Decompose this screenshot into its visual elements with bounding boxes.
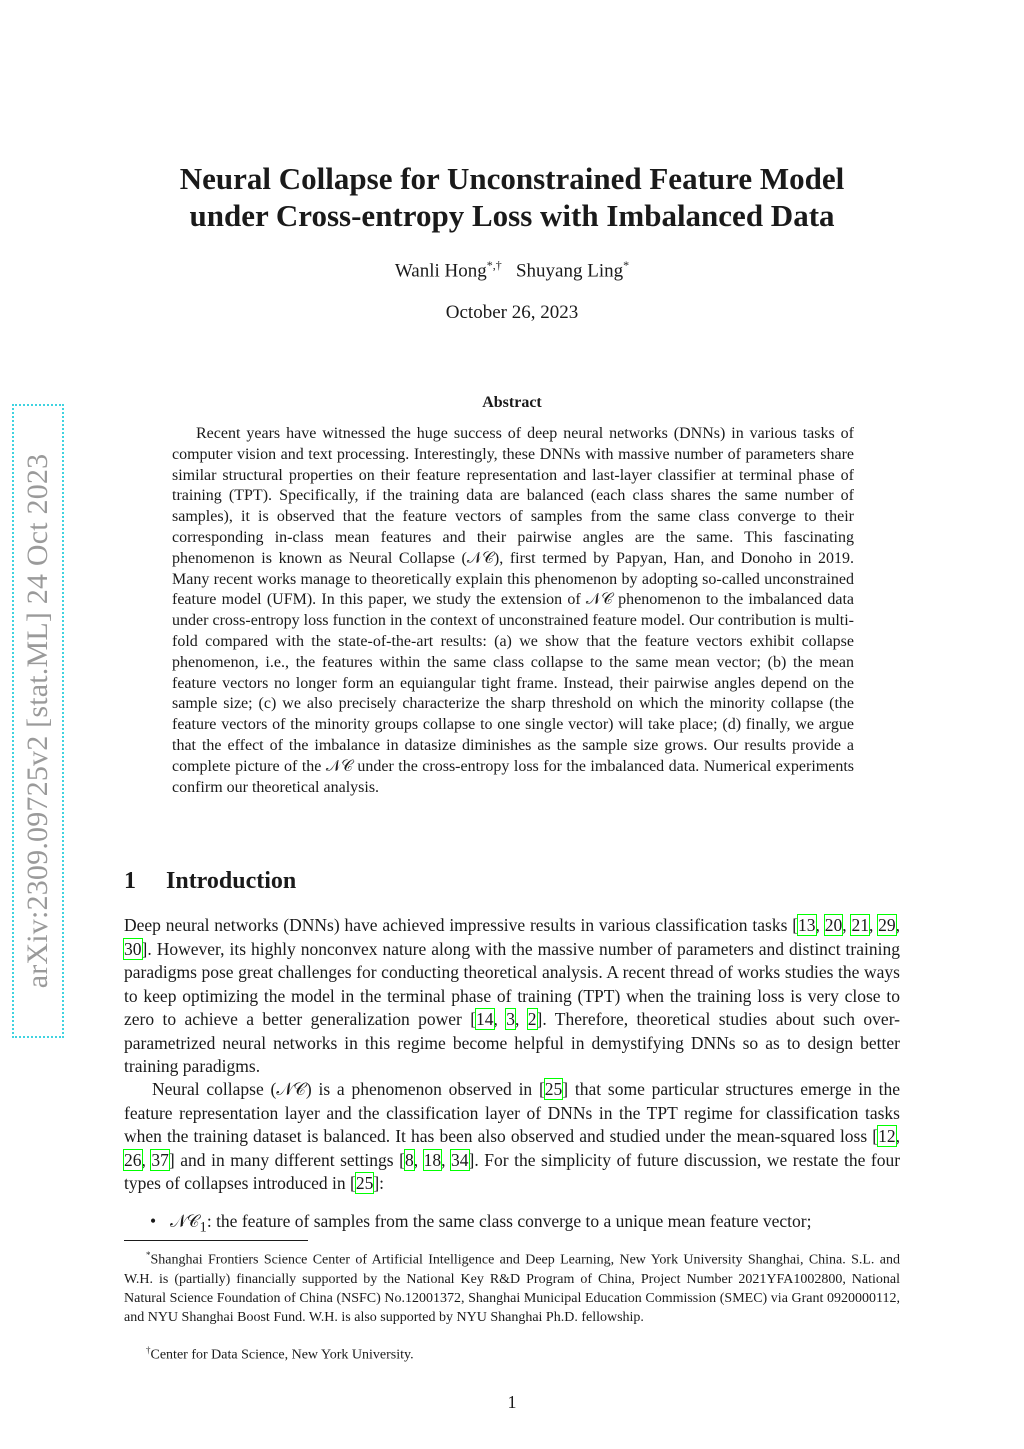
citation-link[interactable]: 34 [451, 1149, 469, 1170]
citation-link[interactable]: 37 [151, 1149, 169, 1170]
paper-title [100, 160, 924, 234]
author-list [100, 258, 924, 282]
bullet-label-subscript: 1 [199, 1219, 207, 1236]
section-heading [124, 868, 296, 895]
bullet-label: 𝒩𝒞 [170, 1211, 200, 1231]
title-line-2: under Cross-entropy Loss with Imbalanced Data [189, 198, 835, 233]
footnote [124, 1341, 900, 1365]
footnote-divider [124, 1240, 308, 1241]
citation-link[interactable]: 29 [878, 915, 896, 935]
paragraph-text: ]: [373, 1173, 385, 1193]
citation-link[interactable]: 12 [878, 1126, 896, 1146]
bullet-item [150, 1210, 811, 1240]
citation-link[interactable]: 2 [527, 1009, 537, 1029]
citation-link[interactable]: 30 [124, 938, 142, 959]
author-affiliation-marks: * [623, 258, 630, 272]
citation-link[interactable]: 13 [798, 915, 816, 935]
body-paragraph: Deep neural networks (DNNs) have achieved impressive results in various classification tasks [13, 20, 21, 29, 30]. However, its highly nonconvex nature along with the massive number of parameters and distinct training paradigms pose great challenges for conducting theoretical analysis. A recent thread of works studies the ways to keep optimizing the model in the terminal phase of training (TPT) when the training loss is very close to zero to achieve a better generalization power [14, 3, 2]. Therefore, theoretical studies about such over-parametrized neural networks in this regime become helpful in demystifying DNNs so as to design better training paradigms. [124, 915, 901, 1076]
paragraph-text: ]. Therefore, theoretical studies about such over-parametrized neural networks in this regime become helpful in demystifying DNNs so as to design better training paradigms. [124, 1009, 901, 1076]
citation-link[interactable]: 14 [476, 1009, 494, 1029]
paragraph-text: ]. However, its highly nonconvex nature along with the massive number of parameters and distinct training paradigms pose great challenges for conducting theoretical analysis. A recent thread of works studies the ways to keep optimizing the model in the terminal phase of training (TPT) when the training loss is very close to zero to achieve a better generalization power [ [124, 938, 900, 1029]
footnote-text: Shanghai Frontiers Science Center of Artificial Intelligence and Deep Learning, New York University Shanghai, China. S.L. and W.H. is (partially) financially supported by the National Key R&D Program of China, Project Number 2021YFA1002800, National Natural Science Foundation of China (NSFC) No.12001372, Shanghai Municipal Education Commission (SMEC) via Grant 0920000112, and NYU Shanghai Boost Fund. W.H. is also supported by NYU Shanghai Ph.D. fellowship. [124, 1252, 900, 1325]
author-name: Shuyang Ling [515, 260, 624, 282]
arxiv-identifier-stamp [12, 404, 64, 1038]
citation-link[interactable]: 8 [404, 1149, 414, 1170]
footnote-mark: * [146, 1250, 151, 1260]
footnote-text: Center for Data Science, New York University. [150, 1347, 414, 1363]
paper-date: October 26, 2023 [445, 302, 579, 323]
bullet-symbol: • [150, 1211, 157, 1231]
bullet-text: : the feature of samples from the same class converge to a unique mean feature vector; [206, 1211, 812, 1231]
page-number: 1 [507, 1392, 517, 1412]
paragraph-text: Neural collapse (𝒩𝒞) is a phenomenon observed in [ [152, 1079, 545, 1099]
paragraph-text: ] and in many different settings [ [168, 1149, 405, 1170]
abstract-text: Recent years have witnessed the huge success of deep neural networks (DNNs) in various tasks of computer vision and text processing. Interestingly, these DNNs with massive number of parameters share similar structural properties on their feature representation and last-layer classifier at terminal phase of training (TPT). Specifically, if the training data are balanced (each class shares the same number of samples), it is observed that the feature vectors of samples from the same class converge to their corresponding in-class mean features and their pairwise angles are the same. This fascinating phenomenon is known as Neural Collapse (𝒩𝒞), first termed by Papyan, Han, and Donoho in 2019. Many recent works manage to theoretically explain this phenomenon by adopting so-called unconstrained feature model (UFM). In this paper, we study the extension of 𝒩𝒞 phenomenon to the imbalanced data under cross-entropy loss function in the context of unconstrained feature model. Our contribution is multi-fold compared with the state-of-the-art results: (a) we show that the feature vectors exhibit collapse phenomenon, i.e., the features within the same class collapse to the same mean vector; (b) the mean feature vectors no longer form an equiangular tight frame. Instead, their pairwise angles depend on the sample size; (c) we also precisely characterize the sharp threshold on which the minority collapse (the feature vectors of the minority groups collapse to one single vector) will take place; (d) finally, we argue that the effect of the imbalance in datasize diminishes as the sample size grows. Our results provide a complete picture of the 𝒩𝒞 under the cross-entropy loss for the imbalanced data. Numerical experiments confirm our theoretical analysis. [172, 425, 854, 796]
paragraph-text: ] that some particular structures emerge in the feature representation layer and the classification layer of DNNs in the TPT regime for classification tasks when the training dataset is balanced. It has been also observed and studied under the mean-squared loss [ [124, 1079, 900, 1146]
arxiv-identifier-text: arXiv:2309.09725v2 [stat.ML] 24 Oct 2023 [21, 453, 54, 989]
citation-link[interactable]: 21 [851, 915, 869, 935]
paragraph-text: ]. For the simplicity of future discussion, we restate the four types of collapses introduced in [ [124, 1149, 901, 1193]
citation-link[interactable]: 25 [355, 1173, 374, 1193]
citation-link[interactable]: 3 [506, 1009, 516, 1029]
author-affiliation-marks: *,† [486, 258, 502, 272]
footnote [124, 1246, 900, 1327]
footnote-mark: † [146, 1345, 151, 1355]
citation-link[interactable]: 20 [824, 915, 843, 935]
section-number: 1 [124, 868, 136, 894]
abstract-heading: Abstract [482, 394, 542, 411]
paragraph-text: Deep neural networks (DNNs) have achieved impressive results in various classification tasks [ [124, 915, 799, 935]
title-line-1: Neural Collapse for Unconstrained Feature Model [179, 161, 845, 196]
citation-link[interactable]: 25 [544, 1079, 563, 1099]
section-title: Introduction [166, 868, 297, 894]
body-paragraph: Neural collapse (𝒩𝒞) is a phenomenon observed in [25] that some particular structures emerge in the feature representation layer and the classification layer of DNNs in the TPT regime for classification tasks when the training dataset is balanced. It has been also observed and studied under the mean-squared loss [12, 26, 37] and in many different settings [8, 18, 34]. For the simplicity of future discussion, we restate the four types of collapses introduced in [25]: [124, 1079, 901, 1193]
citation-link[interactable]: 18 [423, 1149, 442, 1170]
citation-link[interactable]: 26 [124, 1149, 142, 1170]
author-name: Wanli Hong [394, 260, 487, 282]
